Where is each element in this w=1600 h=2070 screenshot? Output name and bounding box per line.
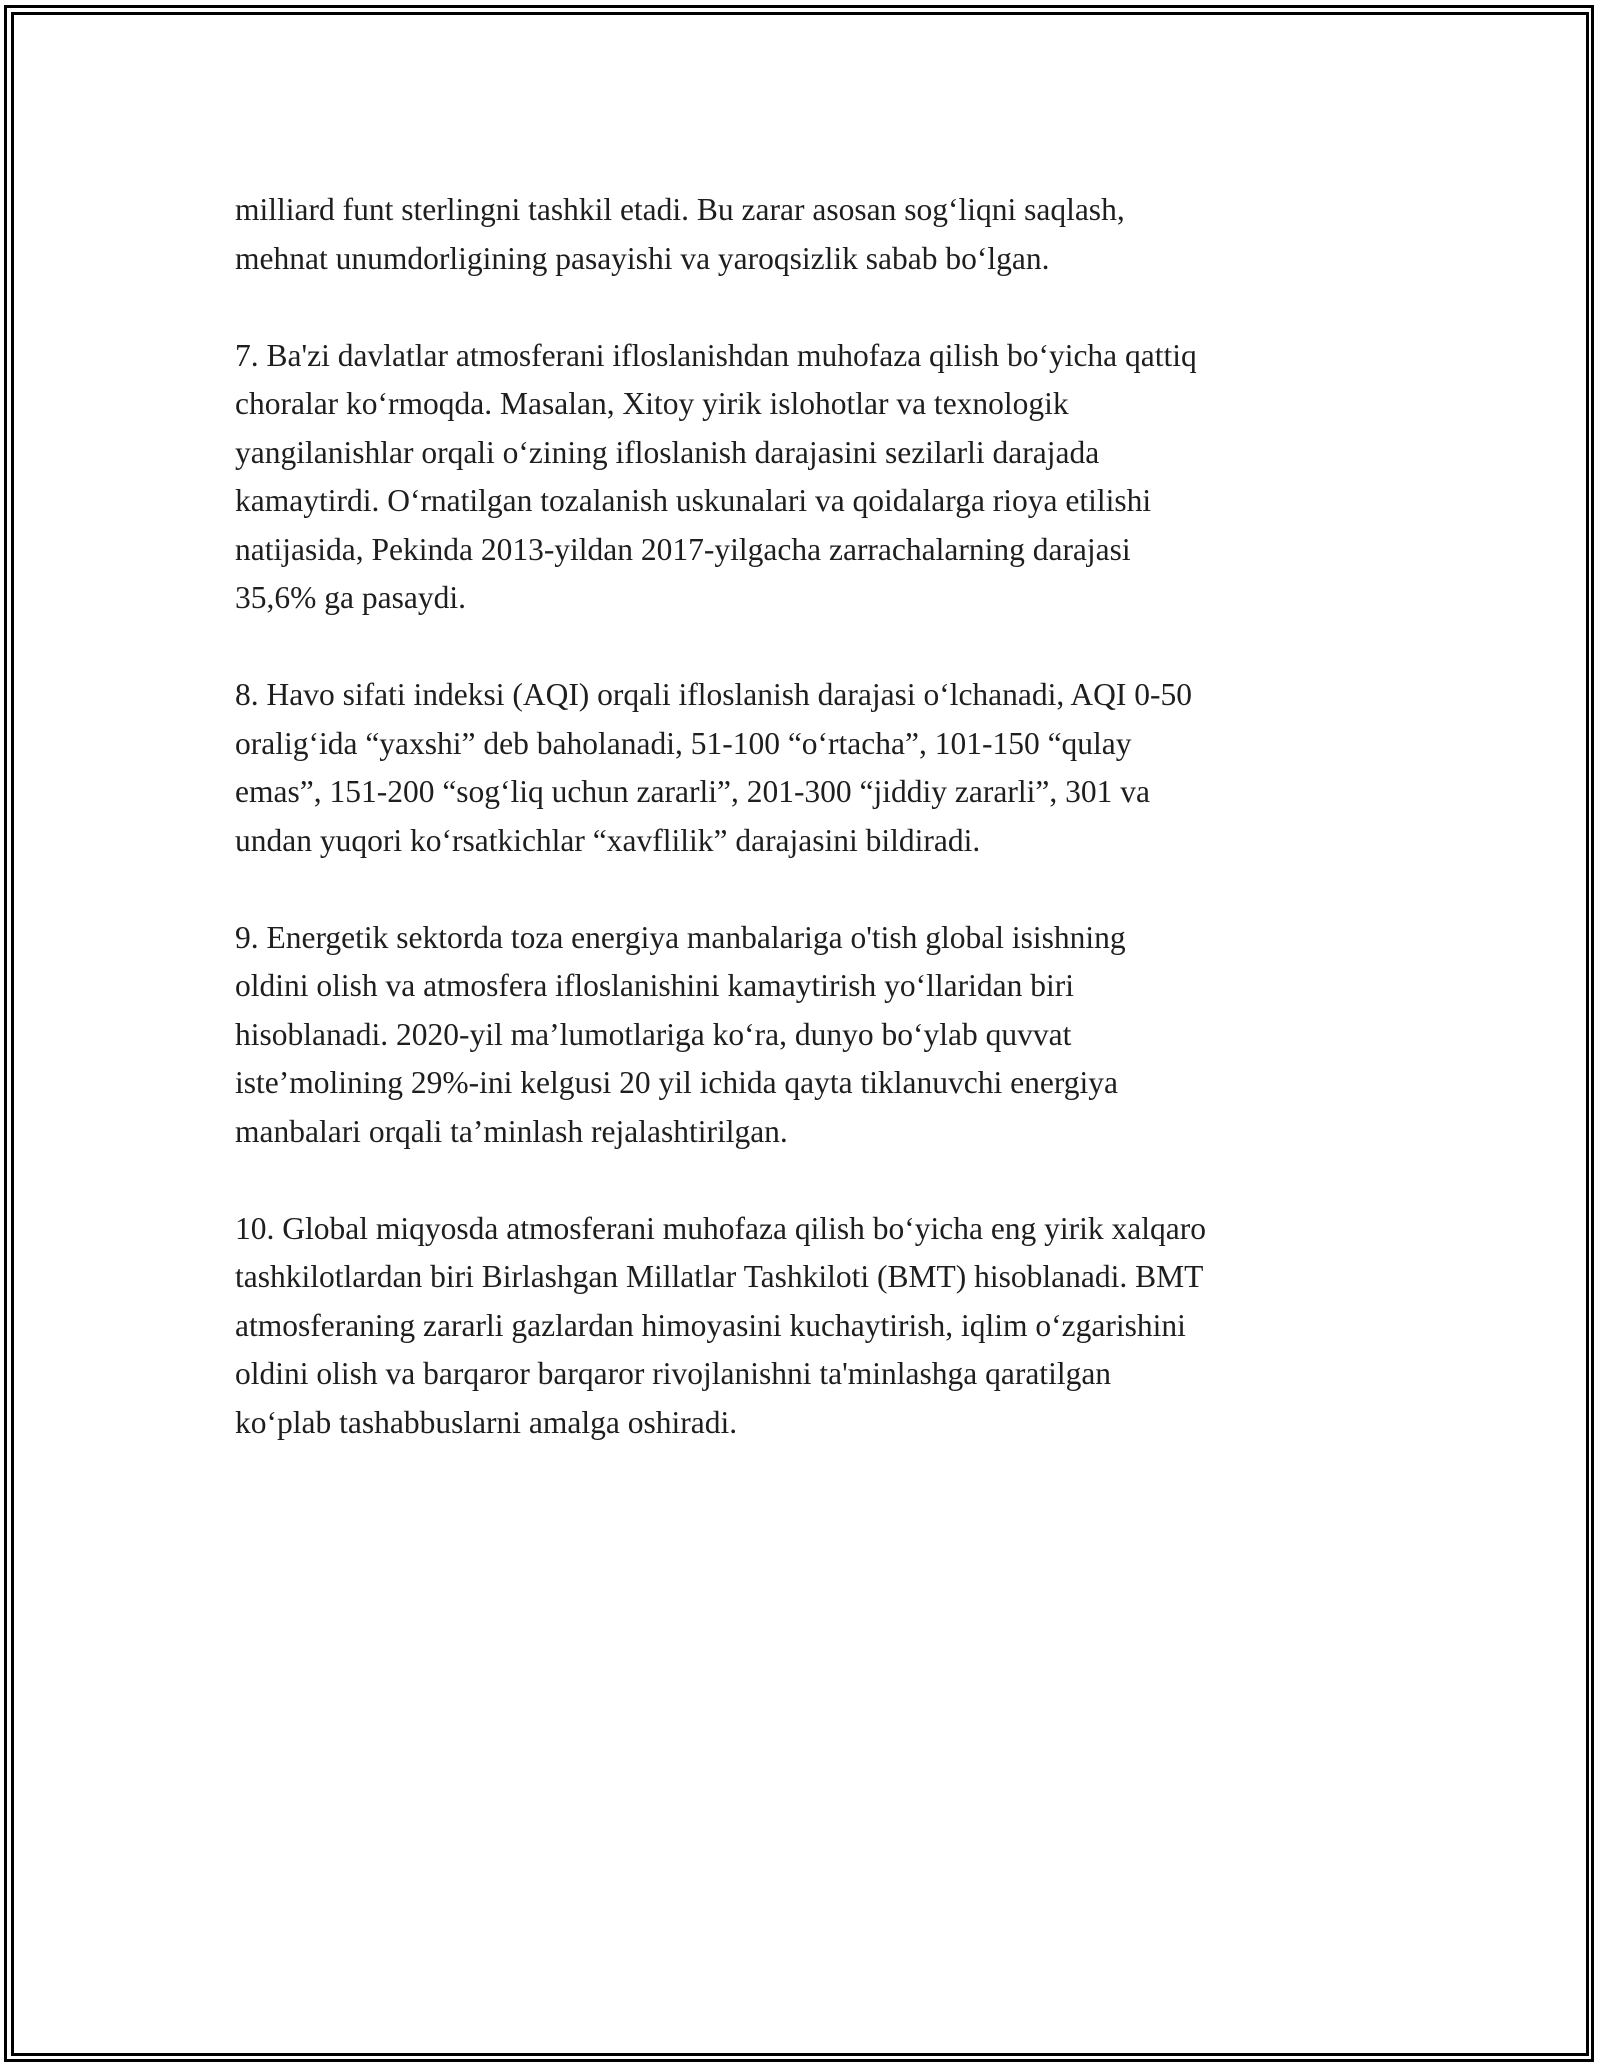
paragraph-item-8	[235, 671, 1375, 865]
text-line: iste’molining 29%-ini kelgusi 20 yil ichida qayta tiklanuvchi energiya	[235, 1065, 1118, 1100]
text-line: oldini olish va barqaror barqaror rivojlanishni ta'minlashga qaratilgan	[235, 1356, 1112, 1391]
paragraph-item-10	[235, 1205, 1375, 1448]
text-line: 9. Energetik sektorda toza energiya manbalariga o'tish global isishning	[235, 919, 1126, 955]
text-line: 8. Havo sifati indeksi (AQI) orqali ifloslanish darajasi oʻlchanadi, AQI 0-50	[235, 677, 1193, 712]
paragraph-item-9	[235, 914, 1375, 1157]
text-line: koʻplab tashabbuslarni amalga oshiradi.	[235, 1404, 738, 1440]
text-line: 35,6% ga pasaydi.	[235, 580, 466, 615]
document-body	[235, 186, 1375, 1496]
text-line: kamaytirdi. Oʻrnatilgan tozalanish uskunalari va qoidalarga rioya etilishi	[235, 483, 1152, 518]
text-line: atmosferaning zararli gazlardan himoyasini kuchaytirish, iqlim oʻzgarishini	[235, 1307, 1186, 1343]
text-line: hisoblanadi. 2020-yil ma’lumotlariga koʻra, dunyo boʻylab quvvat	[235, 1016, 1072, 1052]
paragraph-item-7	[235, 332, 1375, 623]
text-line: oraligʻida “yaxshi” deb baholanadi, 51-100 “oʻrtacha”, 101-150 “qulay	[235, 725, 1132, 761]
text-line: tashkilotlardan biri Birlashgan Millatlar Tashkiloti (BMT) hisoblanadi. BMT	[235, 1259, 1204, 1294]
text-line: natijasida, Pekinda 2013-yildan 2017-yilgacha zarrachalarning darajasi	[235, 531, 1131, 567]
text-line: milliard funt sterlingni tashkil etadi. Bu zarar asosan sogʻliqni saqlash,	[235, 192, 1125, 227]
paragraph-continuation	[235, 186, 1375, 283]
text-line: oldini olish va atmosfera ifloslanishini kamaytirish yoʻllaridan biri	[235, 968, 1074, 1003]
text-line: undan yuqori koʻrsatkichlar “xavflilik” darajasini bildiradi.	[235, 822, 981, 858]
text-line: choralar koʻrmoqda. Masalan, Xitoy yirik islohotlar va texnologik	[235, 386, 1069, 421]
text-line: 7. Ba'zi davlatlar atmosferani ifloslanishdan muhofaza qilish boʻyicha qattiq	[235, 337, 1197, 373]
text-line: 10. Global miqyosda atmosferani muhofaza qilish boʻyicha eng yirik xalqaro	[235, 1210, 1206, 1246]
text-line: yangilanishlar orqali oʻzining ifloslanish darajasini sezilarli darajada	[235, 434, 1100, 470]
text-line: emas”, 151-200 “sogʻliq uchun zararli”, 201-300 “jiddiy zararli”, 301 va	[235, 774, 1150, 809]
text-line: mehnat unumdorligining pasayishi va yaroqsizlik sabab boʻlgan.	[235, 240, 1050, 276]
text-line: manbalari orqali ta’minlash rejalashtirilgan.	[235, 1113, 788, 1149]
